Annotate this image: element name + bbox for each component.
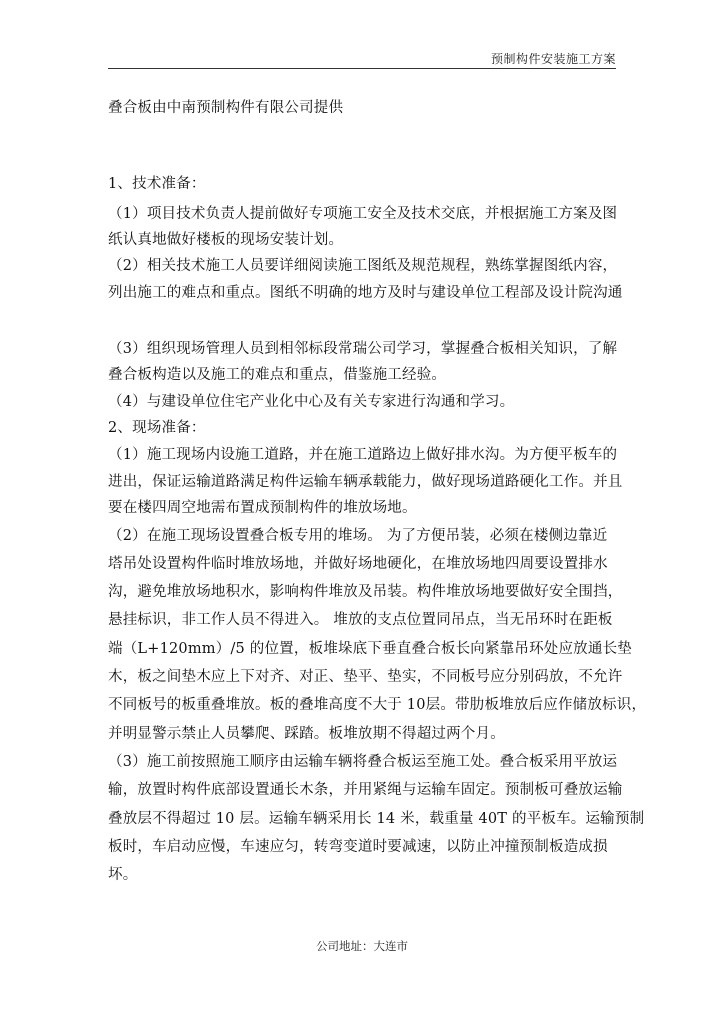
paragraph-line: 坏。 [108,867,138,883]
header-divider [108,68,616,69]
paragraph-line: 输，放置时构件底部设置通长木条，并用紧绳与运输车固定。预制板可叠放运输 [108,782,623,798]
paragraph-line: 叠放层不得超过 10 层。运输车辆采用长 14 米，载重量 40T 的平板车。运输预制 [108,811,645,827]
paragraph-line: 悬挂标识，非工作人员不得进入。 堆放的支点位置同吊点，当无吊环时在距板 [108,612,613,628]
paragraph-line: （4）与建设单位住宅产业化中心及有关专家进行沟通和学习。 [108,394,515,410]
page-footer: 公司地址：大连市 [316,939,408,953]
section-heading: 1、技术准备： [108,176,206,192]
paragraph-line: 并明显警示禁止人员攀爬、踩踏。板堆放期不得超过两个月。 [108,726,505,742]
paragraph-line: 进出，保证运输道路满足构件运输车辆承载能力，做好现场道路硬化工作。并且 [108,474,623,490]
paragraph-line: 列出施工的难点和重点。图纸不明确的地方及时与建设单位工程部及设计院沟通 [108,285,623,301]
paragraph-line: （1）施工现场内设施工道路，并在施工道路边上做好排水沟。为方便平板车的 [108,447,618,463]
paragraph-line: 木，板之间垫木应上下对齐、对正、垫平、垫实，不同板号应分别码放，不允许 [108,669,623,685]
paragraph-line: （3）施工前按照施工顺序由运输车辆将叠合板运至施工处。叠合板采用平放运 [108,754,618,770]
header-title: 预制构件安装施工方案 [490,52,616,66]
paragraph-line: 要在楼四周空地需布置成预制构件的堆放场地。 [108,500,417,516]
paragraph-line: （3）组织现场管理人员到相邻标段常瑞公司学习，掌握叠合板相关知识，了解 [108,341,618,357]
paragraph-line: 叠合板构造以及施工的难点和重点，借鉴施工经验。 [108,367,447,383]
paragraph-line: 板时，车启动应慢，车速应匀，转弯变道时要减速，以防止冲撞预制板造成损 [108,839,608,855]
paragraph-line: 沟，避免堆放场地积水，影响构件堆放及吊装。构件堆放场地要做好安全围挡， [108,584,623,600]
paragraph-line: （1）项目技术负责人提前做好专项施工安全及技术交底，并根据施工方案及图 [108,206,618,222]
intro-line: 叠合板由中南预制构件有限公司提供 [108,100,344,116]
paragraph-line: 端（L+120mm）/5 的位置，板堆垛底下垂直叠合板长向紧靠吊环处应放通长垫 [108,641,632,657]
paragraph-line: （2）在施工现场设置叠合板专用的堆场。 为了方便吊装，必须在楼侧边靠近 [108,528,608,544]
section-heading: 2、现场准备： [108,420,206,436]
paragraph-line: 塔吊处设置构件临时堆放场地，并做好场地硬化，在堆放场地四周要设置排水 [108,556,608,572]
paragraph-line: 不同板号的板重叠堆放。板的叠堆高度不大于 10层。带肋板堆放后应作储放标识， [108,697,647,713]
paragraph-line: 纸认真地做好楼板的现场安装计划。 [108,232,344,248]
paragraph-line: （2）相关技术施工人员要详细阅读施工图纸及规范规程，熟练掌握图纸内容， [108,258,618,274]
